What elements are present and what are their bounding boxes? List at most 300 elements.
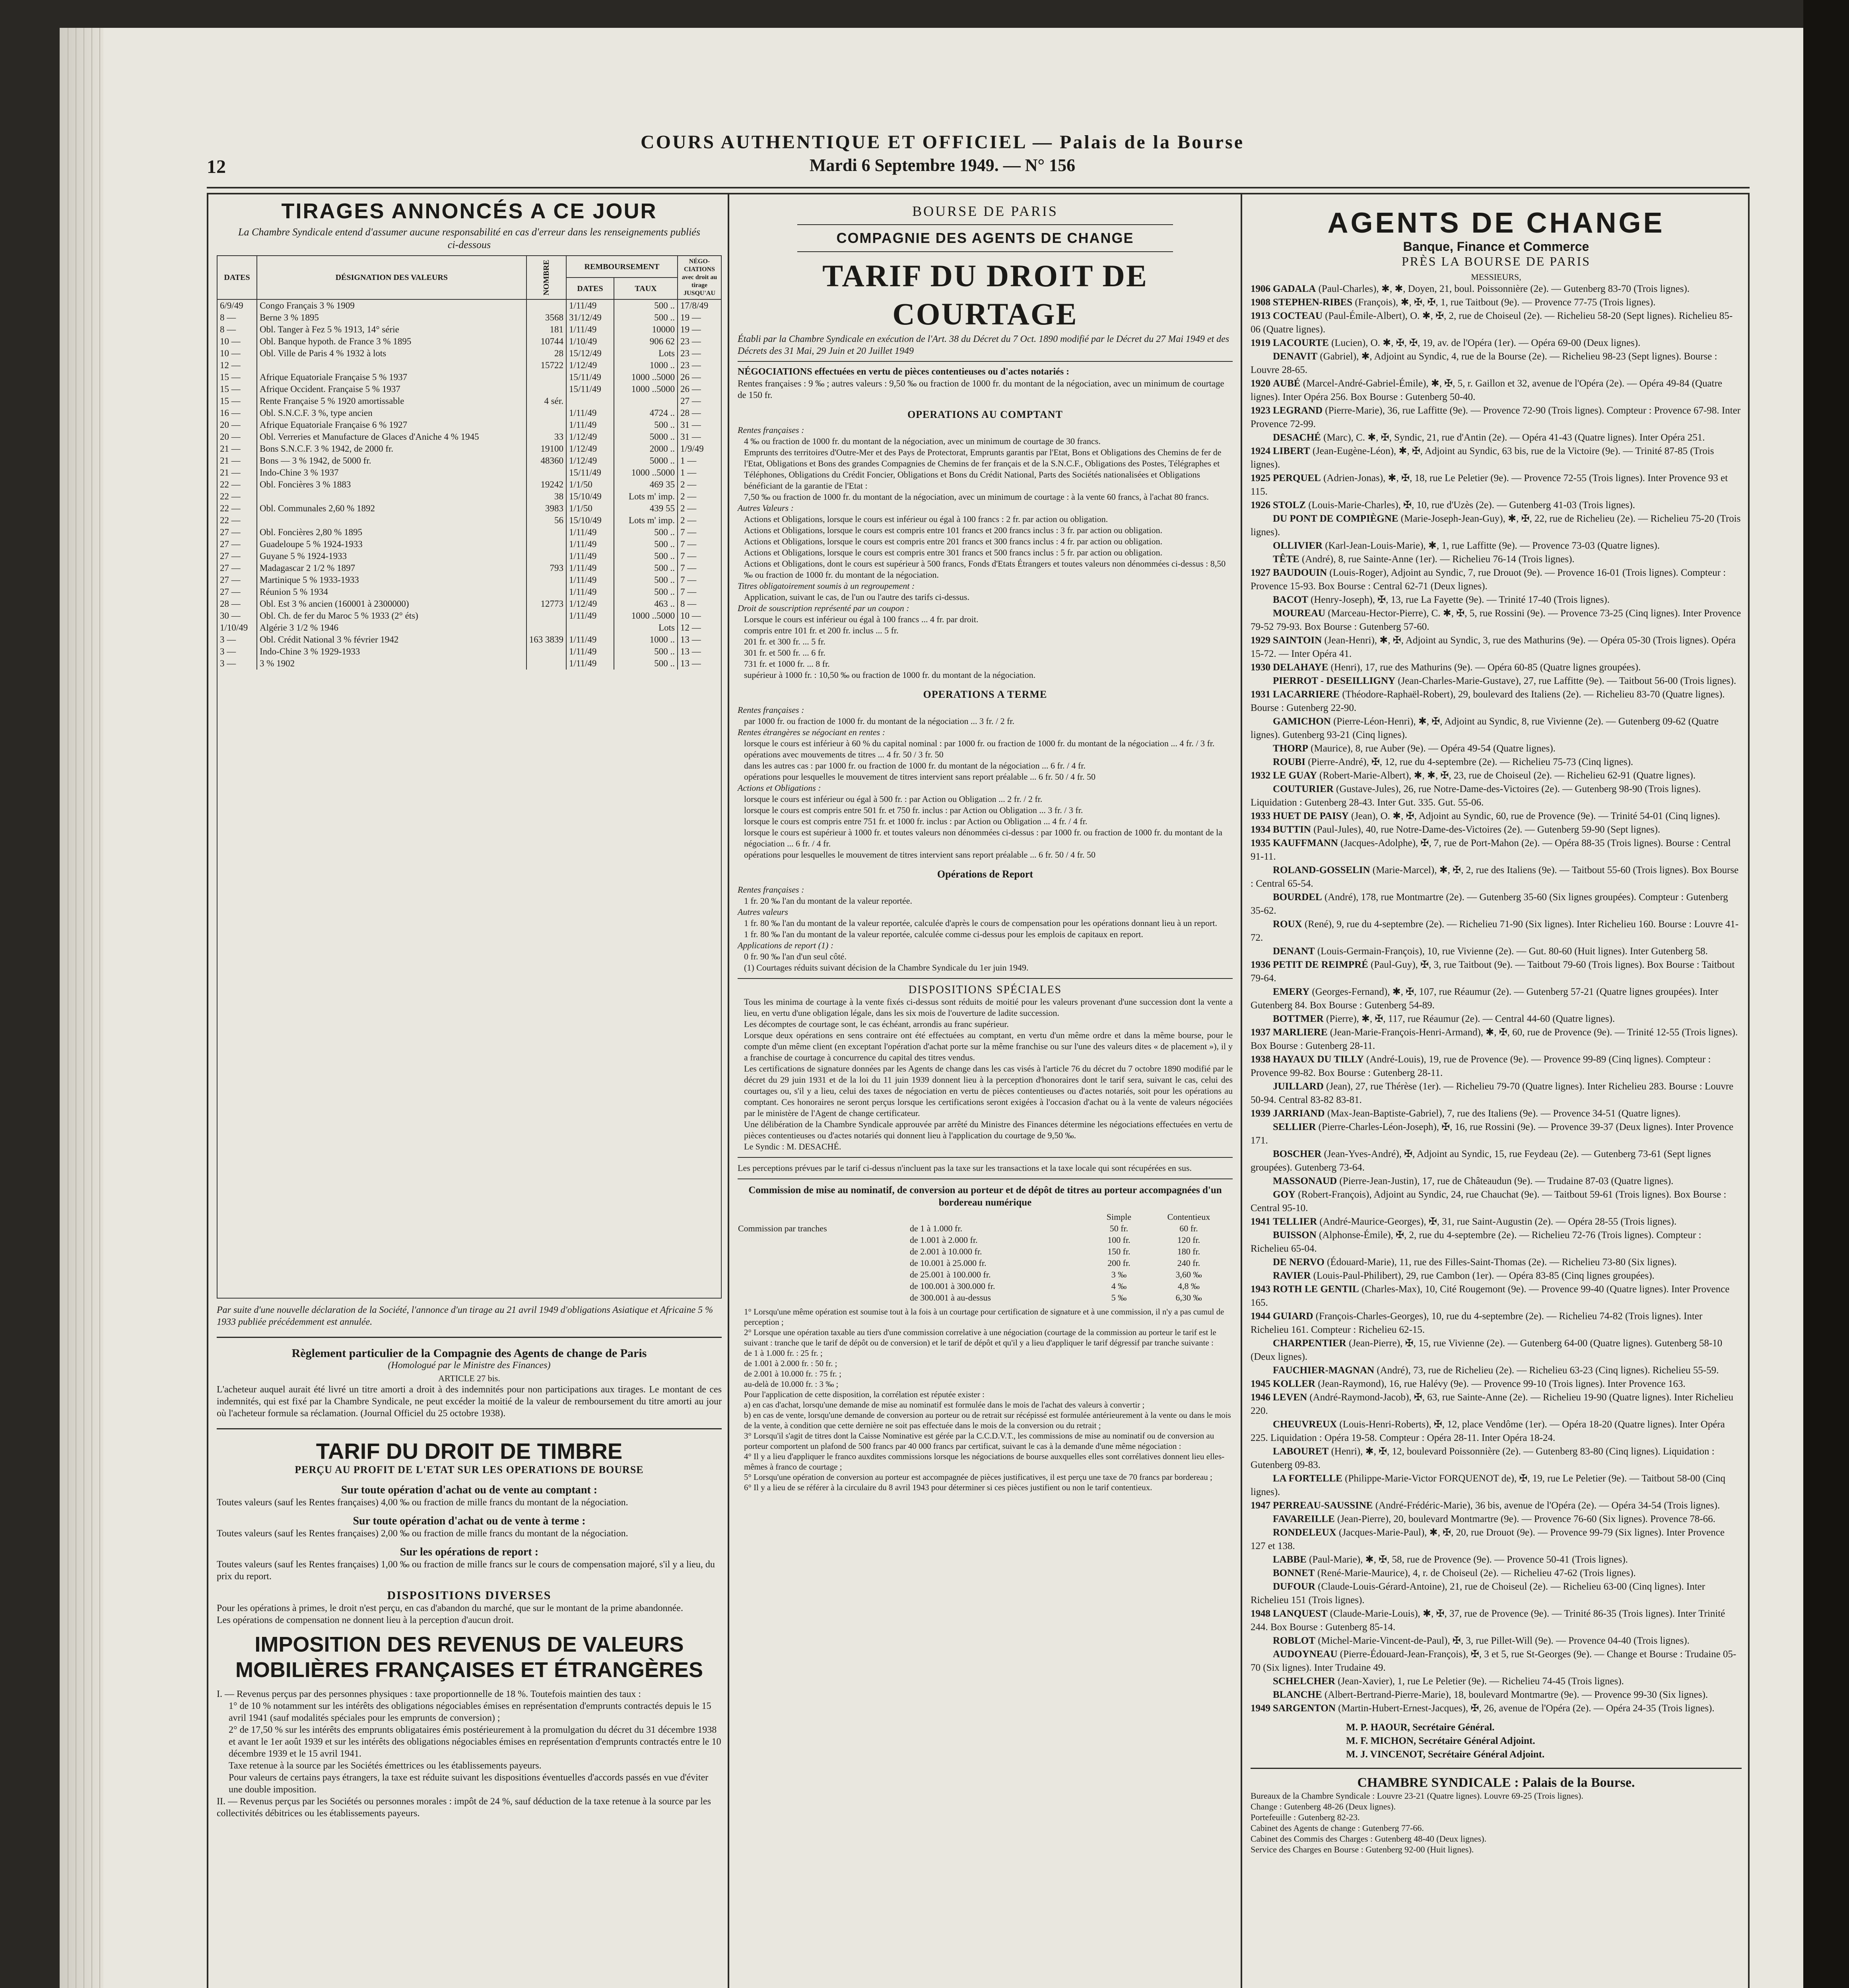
table-cell: 500 .. [614,550,678,562]
list-item [1251,1567,1742,1580]
table-cell: 1/11/49 [566,658,614,670]
agent-name: SELLIER [1273,1122,1316,1132]
list-item [1251,1283,1742,1310]
table-row [738,1234,1233,1246]
text-line: lorsque le cours est compris entre 501 fr. et 750 fr. inclus : par Action ou Obligation ... 3 fr. / 3 fr. [744,805,1083,815]
agent-name: DENANT [1273,946,1315,957]
table-cell: 1/11/49 [566,646,614,658]
list-item [1251,1526,1742,1553]
list-item [1251,823,1742,837]
table-row [217,610,721,622]
list-item [1251,1175,1742,1188]
table-cell: 7 — [678,550,721,562]
text-line: 301 fr. et 500 fr. ... 6 fr. [744,648,825,658]
bourse-title: BOURSE DE PARIS [912,203,1058,219]
text-line: opérations avec mouvements de titres ... 4 fr. 50 / 3 fr. 50 [744,749,944,759]
agent-name: TELLIER [1273,1216,1317,1227]
table-cell: 8 — [217,324,257,336]
text-line: Titres obligatoirement soumis à un regroupement : [738,581,915,591]
table-cell: Réunion 5 % 1934 [257,586,526,598]
commission-label [738,1234,909,1246]
agent-year: 1932 [1251,770,1270,781]
table-cell: 3 — [217,634,257,646]
table-row [738,1292,1233,1303]
table-cell: 500 .. [614,658,678,670]
table-cell: 38 [526,491,566,503]
agent-name: LEGRAND [1273,405,1323,416]
imposition-t3: 2° de 17,50 % sur les intérêts des emprunts obligataires émis postérieurement à la promulgation du décret du 31 décembre 1938 et avant le 1er août 1939 et sur les intérêts des obligations négociables émises en représentation d'emprunts contractés entre le 10 décembre 1939 et le 15 avril 1941. [229,1725,721,1759]
report-body [738,884,1233,973]
text-line: de 1 à 1.000 fr. : 25 fr. ; [744,1348,823,1358]
agent-name: BOTTMER [1273,1013,1324,1024]
table-cell: Obl. Banque hypoth. de France 3 % 1895 [257,336,526,348]
table-row [217,419,721,431]
commission-label [738,1257,909,1269]
agent-year: 1935 [1251,838,1270,848]
table-row [217,574,721,586]
table-cell [257,491,526,503]
list-item [1251,715,1742,742]
timbre-s2: Sur toute opération d'achat ou de vente à terme : [353,1515,586,1527]
table-cell: 8 — [678,598,721,610]
agent-year: 1925 [1251,473,1270,483]
list-item [1251,566,1742,593]
text-line: 1° Lorsqu'une même opération est soumise tout à la fois à un courtage pour certification de signature et à une commission, il n'y a pas cumul de perception ; [744,1307,1224,1327]
table-cell: 5 ‰ [1111,1293,1127,1303]
table-cell: 1000 ..5000 [614,383,678,395]
agent-details: (Marcel-André-Gabriel-Émile), ✱, ✠, 5, r. Gaillon et 32, avenue de l'Opéra (2e). — Opéra 49-84 (Quatre lignes). Inter Opéra 256. Box Bourse : Gutenberg 50-40. [1251,378,1723,402]
table-cell: 1/1/50 [566,479,614,491]
agent-details: (Henri), 17, rue des Mathurins (9e). — Opéra 60-85 (Quatre lignes groupées). [1330,662,1641,673]
page-header [207,131,1678,183]
table-cell: 1/1/50 [566,503,614,514]
agent-name: DE NERVO [1273,1257,1325,1268]
col-negociations: NÉGO-CIATIONS avec droit au tirage JUSQU'AU [678,256,721,299]
table-row [217,395,721,407]
table-row [217,443,721,455]
agent-name: BONNET [1273,1568,1315,1578]
agent-details: (Maurice), 8, rue Auber (9e). — Opéra 49-54 (Quatre lignes). [1311,743,1556,754]
agent-name: SARGENTON [1273,1703,1336,1714]
table-row [217,491,721,503]
compagnie-title: COMPAGNIE DES AGENTS DE CHANGE [836,230,1134,246]
agent-details: (Robert-François), Adjoint au Syndic, 24, rue Chauchat (9e). — Taitbout 59-61 (Trois lignes). Box Bourse : Central 95-10. [1251,1189,1727,1213]
agent-details: (François), ✱, ✠, ✠, 1, rue Taitbout (9e). — Provence 77-75 (Trois lignes). [1355,297,1656,308]
list-item [1251,1377,1742,1391]
agent-details: (Pierre-André), ✠, 12, rue du 4-septembre (2e). — Richelieu 75-73 (Cinq lignes). [1308,757,1633,767]
report-title: Opérations de Report [937,868,1033,880]
timbre-title: TARIF DU DROIT DE TIMBRE [316,1439,623,1464]
agent-name: ROUBI [1273,757,1305,767]
divider [738,1157,1233,1158]
table-cell: 1/11/49 [566,324,614,336]
table-cell: 7 — [678,526,721,538]
agent-details: (Karl-Jean-Louis-Marie), ✱, 1, rue Laffitte (9e). — Provence 73-03 (Quatre lignes). [1325,540,1660,551]
table-cell: Algérie 3 1/2 % 1946 [257,622,526,634]
table-cell: 2 — [678,503,721,514]
table-cell: 10744 [526,336,566,348]
agent-name: SAINTOIN [1273,635,1322,646]
table-cell: Indo-Chine 3 % 1937 [257,467,526,479]
agent-details: (André-Maurice-Georges), ✠, 31, rue Saint-Augustin (2e). — Opéra 28-55 (Trois lignes). [1319,1216,1677,1227]
imposition-t1: I. — Revenus perçus par des personnes physiques : taxe proportionnelle de 18 %. Toutefois maintien des taux : [217,1689,641,1699]
list-item [1251,918,1742,945]
agent-year: 1927 [1251,567,1270,578]
agent-details: (Édouard-Marie), 11, rue des Filles-Saint-Thomas (2e). — Richelieu 73-80 (Six lignes). [1327,1257,1677,1268]
list-item [1251,1688,1742,1702]
list-item [1251,1026,1742,1053]
agent-name: DELAHAYE [1273,662,1328,673]
agent-name: RAVIER [1273,1270,1311,1281]
agent-details: (André-Raymond-Jacob), ✠, 63, rue Sainte-Anne (2e). — Richelieu 19-90 (Quatre lignes). Inter Richelieu 220. [1251,1392,1734,1416]
divider [217,1428,722,1429]
text-line: Droit de souscription représenté par un coupon : [738,603,909,613]
agent-details: (Paul-Émile-Albert), O. ✱, ✠, 2, rue de Choiseul (2e). — Richelieu 58-20 (Sept lignes). Richelieu 85-06 (Quatre lignes). [1251,311,1733,335]
table-cell: Bons — 3 % 1942, de 5000 fr. [257,455,526,467]
tirages-body [217,299,721,670]
table-cell: 7 — [678,586,721,598]
agent-name: LACOURTE [1273,338,1329,348]
agent-year: 1933 [1251,811,1270,821]
agent-details: (André), 73, rue de Richelieu (2e). — Richelieu 63-23 (Cinq lignes). Richelieu 55-59. [1377,1365,1719,1376]
agent-details: (Jean-Xavier), 1, rue Le Peletier (9e). — Richelieu 74-45 (Trois lignes). [1338,1676,1624,1687]
list-item [1251,755,1742,769]
table-cell: 3 — [217,646,257,658]
table-cell: Obl. Tanger à Fez 5 % 1913, 14° série [257,324,526,336]
table-cell: 1/11/49 [566,610,614,622]
table-row [738,1257,1233,1269]
table-cell: 1/9/49 [678,443,721,455]
agent-year: 1924 [1251,446,1270,456]
frame-left [207,193,208,1988]
table-cell: Guadeloupe 5 % 1924-1933 [257,538,526,550]
agent-name: STOLZ [1273,500,1306,511]
table-cell: 15/10/49 [566,514,614,526]
list-item [1251,512,1742,539]
text-line: Tous les minima de courtage à la vente fixés ci-dessus sont réduits de moitié pour les valeurs provenant d'une succession dont la vente a lieu, en vertu d'une obligation légale, dans les six mois de l'ouverture de ladite succession. [744,997,1233,1018]
middle-column [738,203,1233,1493]
table-cell: Indo-Chine 3 % 1929-1933 [257,646,526,658]
agent-details: (Pierre), ✱, ✠, 117, rue Réaumur (2e). — Central 44-60 (Quatre lignes). [1326,1013,1615,1024]
agent-year: 1919 [1251,338,1270,348]
table-cell: 500 .. [614,526,678,538]
col-remboursement: REMBOURSEMENT [566,256,678,278]
table-cell: 4 sér. [526,395,566,407]
text-line: 1 fr. 80 ‰ l'an du montant de la valeur reportée, calculée comme ci-dessus pour les emplois de capitaux en report. [744,929,1144,939]
article-label: ARTICLE 27 bis. [438,1373,500,1383]
table-cell: 7 — [678,574,721,586]
table-cell: Afrique Equatoriale Française 5 % 1937 [257,371,526,383]
agents-list [1251,282,1742,1715]
table-cell: Obl. Foncières 3 % 1883 [257,479,526,491]
agent-name: LANQUEST [1273,1608,1328,1619]
agent-name: SCHELCHER [1273,1676,1335,1687]
agent-details: (Gabriel), ✱, Adjoint au Syndic, 4, rue de la Bourse (2e). — Richelieu 98-23 (Sept lignes). Bourse : Louvre 28-65. [1251,351,1717,375]
table-cell [526,371,566,383]
table-cell: 500 .. [614,312,678,324]
table-cell: 500 .. [614,646,678,658]
agent-details: (Georges-Fernand), ✱, ✠, 107, rue Réaumur (2e). — Gutenberg 57-21 (Quatre lignes groupées). Inter Gutenberg 84. Box Bourse : Gutenberg 54-89. [1251,986,1719,1011]
text-line: 7,50 ‰ ou fraction de 1000 fr. du montant de la négociation, avec un minimum de courtage : à la vente 60 francs, à l'achat 80 francs. [744,492,1209,502]
table-cell: 27 — [217,550,257,562]
table-cell: 1 — [678,455,721,467]
agent-name: ROTH LE GENTIL [1273,1284,1359,1295]
agent-details: (Charles-Max), 10, Cité Rougemont (9e). — Provence 99-40 (Quatre lignes). Inter Provence 165. [1251,1284,1730,1308]
text-line: lorsque le cours est compris entre 751 fr. et 1000 fr. inclus : par Action ou Obligation ... 4 fr. / 4 fr. [744,816,1088,826]
text-line: Rentes françaises : [738,425,804,435]
speciales-title: DISPOSITIONS SPÉCIALES [908,984,1062,996]
agent-name: BUTTIN [1273,824,1311,835]
table-cell: 1/11/49 [566,419,614,431]
agent-name: DESACHÉ [1273,432,1321,443]
list-item [1251,1215,1742,1229]
table-row [217,467,721,479]
list-item [1251,1512,1742,1526]
table-cell: 31/12/49 [566,312,614,324]
text-line: Rentes françaises : [738,705,804,715]
text-line: Autres Valeurs : [738,503,794,513]
agent-year: 1923 [1251,405,1270,416]
imposition-body [217,1688,722,1819]
table-cell: 12773 [526,598,566,610]
table-row [217,455,721,467]
list-item [1251,1269,1742,1283]
secretaries [1251,1721,1742,1761]
text-line: 4° Il y a lieu d'appliquer le franco auxdites commissions lorsque les négociations de bourse auxquelles elles sont corrélatives donnent lieu elles-mêmes à franco de courtage ; [744,1452,1225,1472]
agent-name: MOUREAU [1273,608,1325,619]
table-cell: 23 — [678,336,721,348]
list-item [1251,1364,1742,1377]
table-cell: 15/11/49 [566,371,614,383]
table-cell: 3 ‰ [1111,1270,1127,1279]
column-divider-2 [1241,193,1242,1988]
table-row [217,526,721,538]
table-cell: 22 — [217,503,257,514]
frame-top [207,193,1750,194]
agent-year: 1936 [1251,959,1270,970]
table-cell: Guyane 5 % 1924-1933 [257,550,526,562]
agent-details: (Paul-Marie), ✱, ✠, 58, rue de Provence (9e). — Provence 50-41 (Trois lignes). [1309,1554,1628,1565]
scan-edge [1803,0,1849,1988]
agent-details: (Jean-Pierre), 20, boulevard Montmartre (9e). — Provence 76-60 (Six lignes). Provence 78-66. [1337,1514,1715,1524]
table-cell: 3,60 ‰ [1175,1270,1202,1279]
agent-details: (Pierre-Léon-Henri), ✱, ✠, Adjoint au Syndic, 8, rue Vivienne (2e). — Gutenberg 09-62 (Quatre lignes). Gutenberg 93-21 (Cinq lignes). [1251,716,1719,740]
table-cell: 1/11/49 [566,526,614,538]
text-line: lorsque le cours est inférieur ou égal à 500 fr. : par Action ou Obligation ... 2 fr. / 2 fr. [744,794,1043,804]
agent-year: 1949 [1251,1703,1270,1714]
table-cell: 19 — [678,312,721,324]
table-cell: 439 55 [614,503,678,514]
agent-details: (Martin-Hubert-Ernest-Jacques), ✠, 26, avenue de l'Opéra (2e). — Opéra 24-35 (Trois lignes). [1338,1703,1715,1714]
list-item [1251,985,1742,1012]
table-cell: 1/11/49 [566,299,614,312]
table-cell: Obl. Foncières 2,80 % 1895 [257,526,526,538]
agent-name: DUFOUR [1273,1581,1315,1592]
table-cell: 150 fr. [1107,1246,1130,1256]
table-cell: 1/11/49 [566,407,614,419]
col-nombre: NOMBRE [526,256,566,299]
agent-details: (Louis-Marie-Charles), ✠, 10, rue d'Uzès (2e). — Gutenberg 41-03 (Trois lignes). [1308,500,1635,511]
text-line: Actions et Obligations, lorsque le cours est compris entre 301 francs et 500 francs inclus : 5 fr. par action ou obligation. [744,547,1163,557]
commission-label [738,1246,909,1257]
table-cell: 28 — [217,598,257,610]
table-cell: 27 — [217,574,257,586]
list-item [1251,607,1742,634]
list-item [1251,1418,1742,1445]
agent-details: (André), 8, rue Sainte-Anne (1er). — Richelieu 76-14 (Trois lignes). [1301,554,1575,565]
agent-name: EMERY [1273,986,1310,997]
chambre-line: Change : Gutenberg 48-26 (Deux lignes). [1251,1802,1396,1811]
comptant-body [738,425,1233,681]
table-cell: 15/11/49 [566,467,614,479]
agent-details: (Marceau-Hector-Pierre), C. ✱, ✠, 5, rue Rossini (9e). — Provence 73-25 (Cinq lignes). Inter Provence 79-52 79-93. Box Bourse : Gutenberg 57-60. [1251,608,1741,632]
agent-name: BOURDEL [1273,892,1322,903]
table-row [217,646,721,658]
agent-name: BAUDOUIN [1273,567,1327,578]
agent-name: DU PONT DE COMPIÈGNE [1273,513,1398,524]
table-cell: 1/12/49 [566,598,614,610]
agent-name: PERQUEL [1273,473,1321,483]
agent-details: (Jean-Pierre), ✠, 15, rue Vivienne (2e). — Gutenberg 64-00 (Quatre lignes). Gutenberg 58-10 (Deux lignes). [1251,1338,1723,1362]
chambre-line: Cabinet des Commis des Charges : Gutenberg 48-40 (Deux lignes). [1251,1834,1487,1844]
agent-name: KAUFFMANN [1273,838,1338,848]
list-item [1251,958,1742,985]
list-item [1251,742,1742,755]
list-item [1251,837,1742,864]
tirages-table-blank [217,670,722,1299]
table-cell: 27 — [217,586,257,598]
table-cell: de 1 à 1.000 fr. [910,1223,962,1233]
list-item [1251,1553,1742,1567]
agent-name: LABBE [1273,1554,1307,1565]
table-row [217,348,721,359]
agent-details: (René), 9, rue du 4-septembre (2e). — Richelieu 71-90 (Six lignes). Inter Richelieu 160. Bourse : Louvre 41-72. [1251,919,1739,943]
text-line: Rentes étrangères se négociant en rentes : [738,727,886,737]
negociations-text: Rentes françaises : 9 ‰ ; autres valeurs : 9,50 ‰ ou fraction de 1000 fr. du montant de la négociation, avec un minimum de courtage de 150 fr. [738,379,1224,400]
table-cell: 469 35 [614,479,678,491]
list-item [1251,1499,1742,1512]
header-title: COURS AUTHENTIQUE ET OFFICIEL — Palais de la Bourse [641,132,1244,153]
table-cell: Obl. Ch. de fer du Maroc 5 % 1933 (2° éts) [257,610,526,622]
agent-details: (Marc), C. ✱, ✠, Syndic, 21, rue d'Antin (2e). — Opéra 41-43 (Quatre lignes). Inter Opéra 251. [1323,432,1705,443]
list-item [1251,1012,1742,1026]
list-item [1251,499,1742,512]
agent-details: (André-Frédéric-Marie), 36 bis, avenue de l'Opéra (2e). — Opéra 34-54 (Trois lignes). [1375,1500,1720,1511]
table-cell: 1000 ..5000 [614,371,678,383]
table-row [217,622,721,634]
table-cell: 1000 ..5000 [614,610,678,622]
agent-details: (Pierre-Édouard-Jean-François), ✠, 3 et 5, rue St-Georges (9e). — Change et Bourse : Trudaine 05-70 (Six lignes). Inter Trudaine 49. [1251,1649,1736,1673]
list-item [1251,1580,1742,1607]
table-cell: de 2.001 à 10.000 fr. [910,1246,982,1256]
table-cell: 15/11/49 [566,383,614,395]
table-cell: 20 — [217,419,257,431]
table-cell: 10 — [217,336,257,348]
table-cell: Afrique Equatoriale Française 6 % 1927 [257,419,526,431]
agent-year: 1944 [1251,1311,1270,1322]
agent-year: 1908 [1251,297,1270,308]
list-item [1251,309,1742,336]
list-item [1251,810,1742,823]
table-cell: 27 — [678,395,721,407]
table-cell: 7 — [678,562,721,574]
agent-details: (Louis-Roger), Adjoint au Syndic, 7, rue Drouot (9e). — Provence 16-01 (Trois lignes). Compteur : Provence 15-93. Box Bourse : Central 62-71 (Deux lignes). [1251,567,1726,592]
table-cell: Bons S.N.C.F. 3 % 1942, de 2000 fr. [257,443,526,455]
imposition-title: IMPOSITION DES REVENUS DE VALEURS MOBILIÈRES FRANÇAISES ET ÉTRANGÈRES [235,1633,703,1682]
table-cell: 1/11/49 [566,634,614,646]
table-cell: 500 .. [614,574,678,586]
agent-details: (Pierre-Charles-Léon-Joseph), ✠, 16, rue Rossini (9e). — Provence 39-37 (Deux lignes). Inter Provence 171. [1251,1122,1734,1146]
table-cell [526,538,566,550]
table-cell: de 1.001 à 2.000 fr. [910,1235,978,1245]
agent-name: MARLIERE [1273,1027,1328,1038]
agent-details: (Louis-Henri-Roberts), ✠, 12, place Vendôme (1er). — Opéra 18-20 (Quatre lignes). Inter Opéra 225. Liquidation : Opéra 19-58. Compteur : Opéra 28-11. Inter Opéra 18-24. [1251,1419,1725,1443]
header-subtitle: Mardi 6 Septembre 1949. — N° 156 [809,155,1076,175]
table-cell: 1/11/49 [566,586,614,598]
agent-details: (Jean), O. ✱, ✠, Adjoint au Syndic, 60, rue de Provence (9e). — Trinité 54-01 (Cinq lignes). [1351,811,1720,821]
list-item [1251,1648,1742,1675]
agent-year: 1945 [1251,1378,1270,1389]
list-item [1251,593,1742,607]
table-cell: 23 — [678,359,721,371]
page-number: 12 [207,156,226,177]
table-row [217,371,721,383]
list-item [1251,350,1742,377]
table-cell: Obl. Crédit National 3 % février 1942 [257,634,526,646]
table-cell: Obl. Ville de Paris 4 % 1932 à lots [257,348,526,359]
table-cell: 500 .. [614,299,678,312]
table-cell: de 10.001 à 25.000 fr. [910,1258,987,1268]
table-cell: 500 .. [614,419,678,431]
timbre-t3: Toutes valeurs (sauf les Rentes françaises) 1,00 ‰ ou fraction de mille francs sur le cours de compensation majoré, s'il y a lieu, du prix du report. [217,1559,715,1582]
list-item [1251,1256,1742,1269]
agent-year: 1929 [1251,635,1270,646]
table-cell: 6/9/49 [217,299,257,312]
table-cell: 3568 [526,312,566,324]
table-cell: 28 — [678,407,721,419]
table-cell: Congo Français 3 % 1909 [257,299,526,312]
commission-body [738,1223,1233,1303]
table-cell: 15/10/49 [566,491,614,503]
agent-name: LABOURET [1273,1446,1329,1457]
agents-title: AGENTS DE CHANGE [1327,207,1665,239]
table-cell: Madagascar 2 1/2 % 1897 [257,562,526,574]
agent-name: THORP [1273,743,1308,754]
table-cell [257,359,526,371]
agent-details: (Henry-Joseph), ✠, 13, rue La Fayette (9e). — Trinité 17-40 (Trois lignes). [1311,594,1610,605]
text-line: 201 fr. et 300 fr. ... 5 fr. [744,637,825,646]
table-cell: 1/12/49 [566,455,614,467]
agent-name: JUILLARD [1273,1081,1324,1092]
agents-sub2: PRÈS LA BOURSE DE PARIS [1401,254,1591,268]
table-cell: 3983 [526,503,566,514]
col-contentieux: Contentieux [1167,1212,1210,1222]
table-cell: 5000 .. [614,431,678,443]
chambre-line: Service des Charges en Bourse : Gutenberg 92-00 (Huit lignes). [1251,1844,1474,1854]
divider [738,978,1233,979]
table-cell: 12 — [217,359,257,371]
chambre-line: Cabinet des Agents de change : Gutenberg 77-66. [1251,1823,1424,1833]
table-cell: 180 fr. [1177,1246,1200,1256]
imposition-t4: Taxe retenue à la source par les Sociétés émettrices ou les établissements payeurs. [229,1761,542,1771]
text-line: Rentes françaises : [738,885,804,895]
table-cell: de 25.001 à 100.000 fr. [910,1270,991,1279]
table-cell: Obl. Est 3 % ancien (160001 à 2300000) [257,598,526,610]
secretary-3: M. J. VINCENOT, Secrétaire Général Adjoint. [1346,1749,1545,1760]
table-row [217,562,721,574]
table-row [217,503,721,514]
text-line: opérations pour lesquelles le mouvement de titres intervient sans report préalable ... 6 fr. 50 / 4 fr. 50 [744,850,1096,860]
